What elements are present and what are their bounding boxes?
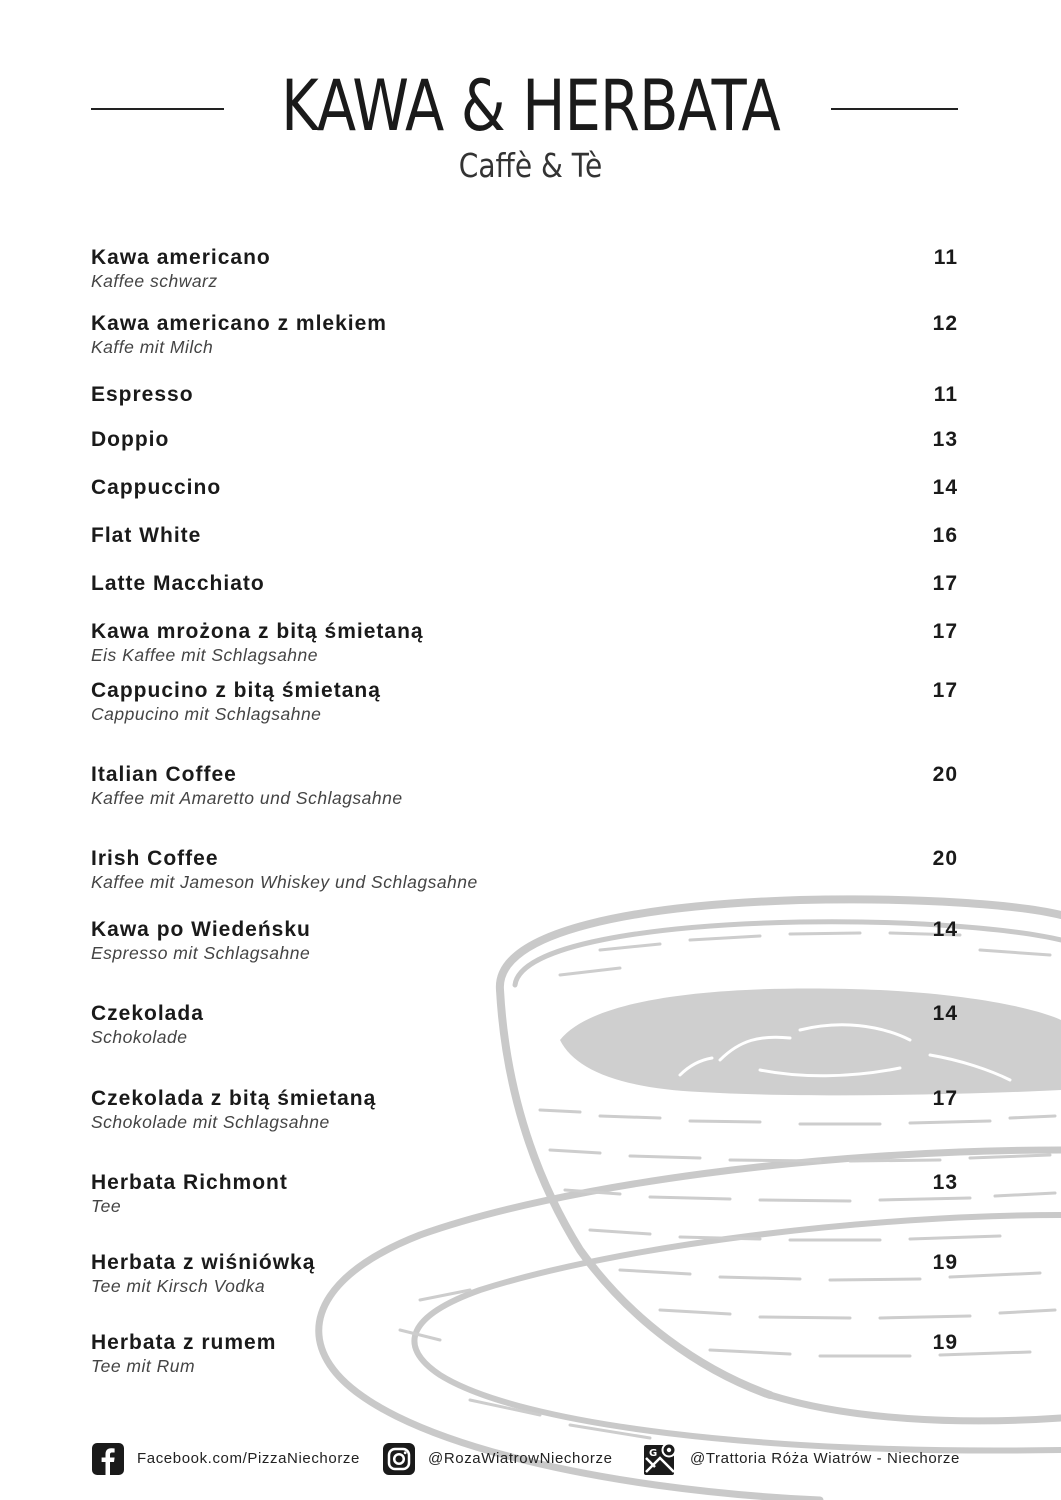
item-price: 11 bbox=[933, 246, 958, 269]
item-name: Doppio bbox=[91, 428, 170, 451]
page-subtitle: Caffè & Tè bbox=[458, 146, 603, 185]
item-name: Cappucino z bitą śmietaną bbox=[91, 679, 381, 702]
item-price: 17 bbox=[932, 1087, 958, 1110]
maps-link[interactable]: @Trattoria Róża Wiatrów - Niechorze bbox=[690, 1450, 960, 1467]
footer-contacts bbox=[0, 1440, 1061, 1480]
instagram-link[interactable]: @RozaWiatrowNiechorze bbox=[428, 1450, 613, 1467]
item-price: 13 bbox=[932, 1171, 958, 1194]
facebook-icon[interactable] bbox=[91, 1442, 125, 1476]
item-price: 14 bbox=[932, 918, 958, 941]
item-price: 20 bbox=[932, 847, 958, 870]
item-description: Cappucino mit Schlagsahne bbox=[91, 704, 322, 724]
item-description: Kaffee mit Jameson Whiskey und Schlagsahne bbox=[91, 872, 478, 892]
item-name: Irish Coffee bbox=[91, 847, 219, 870]
item-description: Espresso mit Schlagsahne bbox=[91, 943, 311, 963]
item-name: Herbata Richmont bbox=[91, 1171, 288, 1194]
item-name: Flat White bbox=[91, 524, 202, 547]
map-pin-icon[interactable] bbox=[643, 1442, 677, 1476]
item-name: Cappuccino bbox=[91, 476, 222, 499]
item-price: 17 bbox=[932, 572, 958, 595]
item-name: Herbata z wiśniówką bbox=[91, 1251, 316, 1274]
cup-rim-inner bbox=[515, 922, 1061, 985]
item-description: Schokolade bbox=[91, 1027, 188, 1047]
item-name: Kawa po Wiedeńsku bbox=[91, 918, 311, 941]
item-name: Espresso bbox=[91, 383, 194, 406]
item-name: Czekolada z bitą śmietaną bbox=[91, 1087, 377, 1110]
item-price: 19 bbox=[932, 1331, 958, 1354]
item-price: 19 bbox=[932, 1251, 958, 1274]
item-description: Tee mit Rum bbox=[91, 1356, 196, 1376]
cup-body-bottom bbox=[770, 1395, 1061, 1421]
item-description: Tee mit Kirsch Vodka bbox=[91, 1276, 266, 1296]
facebook-link[interactable]: Facebook.com/PizzaNiechorze bbox=[137, 1450, 360, 1467]
item-name: Italian Coffee bbox=[91, 763, 237, 786]
item-price: 11 bbox=[933, 383, 958, 406]
item-name: Kawa americano z mlekiem bbox=[91, 312, 387, 335]
item-price: 13 bbox=[932, 428, 958, 451]
item-name: Latte Macchiato bbox=[91, 572, 265, 595]
item-price: 20 bbox=[932, 763, 958, 786]
item-description: Kaffe mit Milch bbox=[91, 337, 214, 357]
item-name: Kawa mrożona z bitą śmietaną bbox=[91, 620, 424, 643]
svg-text:G: G bbox=[649, 1448, 658, 1459]
page-header bbox=[0, 62, 1061, 202]
saucer-inner-rim bbox=[414, 1215, 1061, 1451]
item-price: 17 bbox=[932, 679, 958, 702]
instagram-icon[interactable] bbox=[382, 1442, 416, 1476]
item-price: 12 bbox=[932, 312, 958, 335]
item-description: Kaffee schwarz bbox=[91, 271, 218, 291]
item-name: Czekolada bbox=[91, 1002, 204, 1025]
coffee-surface bbox=[560, 988, 1061, 1095]
item-description: Tee bbox=[91, 1196, 122, 1216]
item-description: Eis Kaffee mit Schlagsahne bbox=[91, 645, 319, 665]
item-price: 17 bbox=[932, 620, 958, 643]
item-price: 16 bbox=[932, 524, 958, 547]
item-name: Herbata z rumem bbox=[91, 1331, 277, 1354]
item-price: 14 bbox=[932, 1002, 958, 1025]
item-name: Kawa americano bbox=[91, 246, 271, 269]
item-description: Kaffee mit Amaretto und Schlagsahne bbox=[91, 788, 403, 808]
item-price: 14 bbox=[932, 476, 958, 499]
item-description: Schokolade mit Schlagsahne bbox=[91, 1112, 330, 1132]
page-title: KAWA & HERBATA bbox=[281, 65, 780, 147]
